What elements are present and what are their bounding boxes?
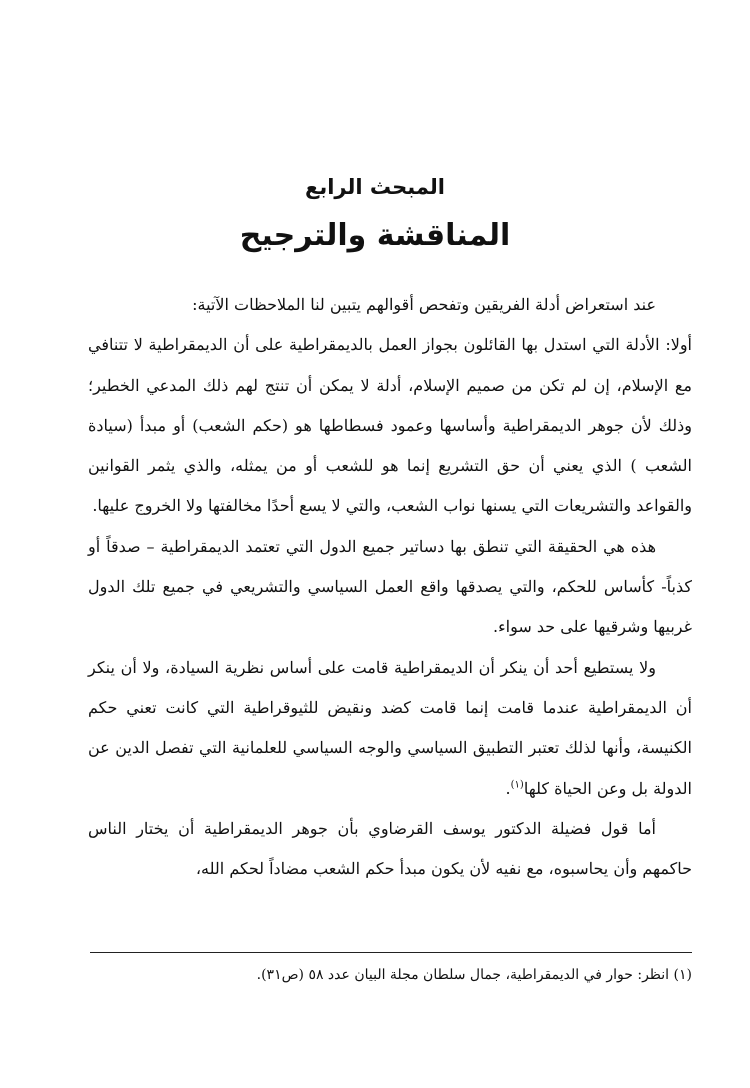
footnote: (١) انظر: حوار في الديمقراطية، جمال سلطان مجلة البيان عدد ٥٨ (ص٣١). bbox=[256, 967, 692, 983]
paragraph-3 bbox=[88, 648, 692, 809]
section-title: المناقشة والترجيح bbox=[239, 218, 511, 253]
paragraph-1: أولا: الأدلة التي استدل بها القائلون بجواز العمل بالديمقراطية على أن الديمقراطية لا تتنافي مع الإسلام، إن لم تكن من صميم الإسلام، أدلة لا يمكن أن تنتج لهم ذلك المدعي الخطير؛ وذلك لأن جوهر الديمقراطية وأساسها وعمود فسطاطها هو (حكم الشعب) أو مبدأ (سيادة الشعب ) الذي يعني أن حق التشريع إنما هو للشعب أو من يمثله، والذي يثمر القوانين والقواعد والتشريعات التي يسنها نواب الشعب، والتي لا يسع أحدًا مخالفتها ولا الخروج عليها. bbox=[88, 335, 692, 516]
intro-paragraph: عند استعراض أدلة الفريقين وتفحص أقوالهم يتبين لنا الملاحظات الآتية: bbox=[192, 295, 656, 314]
paragraph-3-text: ولا يستطيع أحد أن ينكر أن الديمقراطية قامت على أساس نظرية السيادة، ولا أن ينكر أن الديمقراطية عندما قامت إنما قامت كضد ونقيض للثيوقراطية التي كانت تعني حكم الكنيسة، وأنها لذلك تعتبر التطبيق السياسي والوجه السياسي للعلمانية التي تفصل الدين عن الدولة بل وعن الحياة كلها bbox=[88, 657, 692, 798]
paragraph-4: أما قول فضيلة الدكتور يوسف القرضاوي بأن جوهر الديمقراطية أن يختار الناس حاكمهم وأن يحاسبوه، مع نفيه لأن يكون مبدأ حكم الشعب مضاداً لحكم الله، bbox=[88, 818, 692, 879]
footnote-reference[interactable]: (١) bbox=[510, 779, 524, 791]
paragraph-2: هذه هي الحقيقة التي تنطق بها دساتير جميع الدول التي تعتمد الديمقراطية – صدقاً أو كذباً- كأساس للحكم، والتي يصدقها واقع العمل السياسي والتشريعي في جميع تلك الدول غربيها وشرقيها على حد سواء. bbox=[88, 536, 692, 637]
footnote-divider bbox=[90, 952, 692, 953]
paragraph-3-end: . bbox=[505, 778, 511, 798]
section-label: المبحث الرابع bbox=[305, 175, 445, 199]
body-text bbox=[88, 285, 692, 889]
